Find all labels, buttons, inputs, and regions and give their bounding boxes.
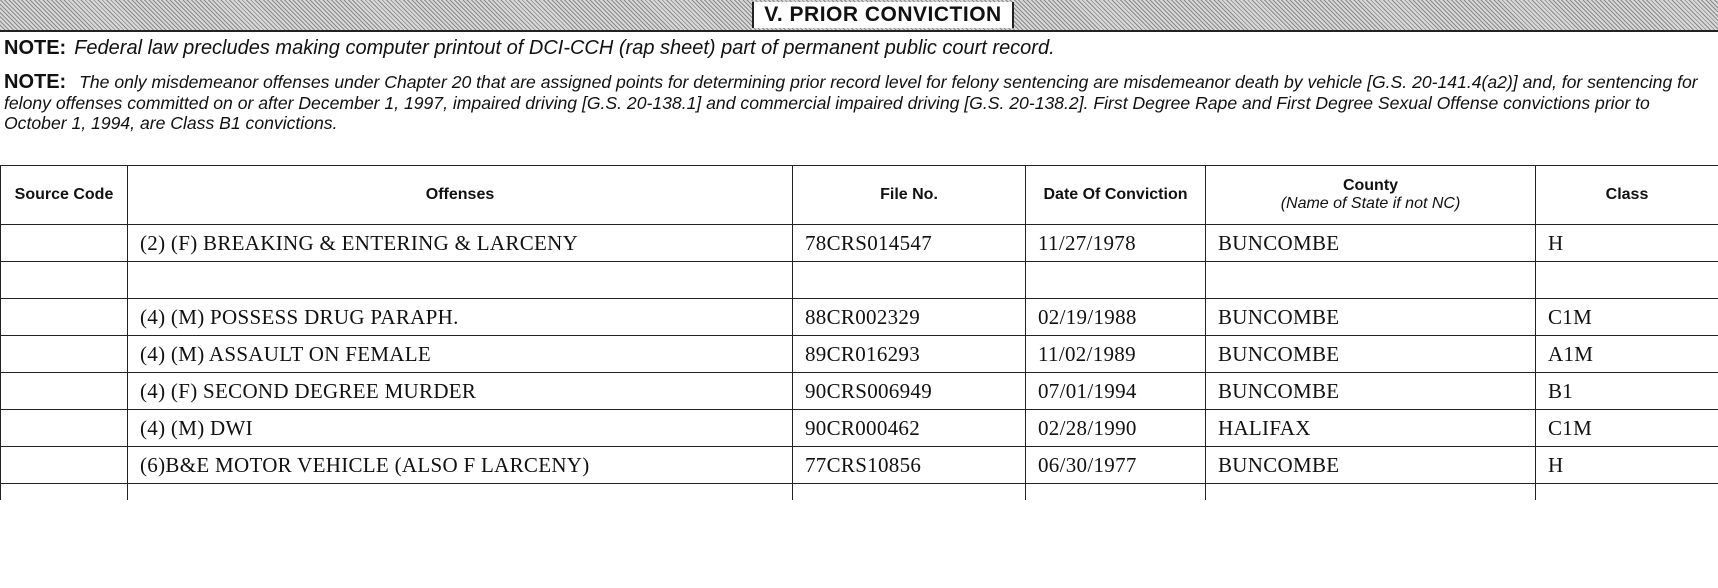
cell-file-no (793, 262, 1026, 299)
section-title: V. PRIOR CONVICTION (752, 2, 1014, 28)
cell-file-no: 90CRS006949 (793, 373, 1026, 410)
table-row (1, 447, 1718, 484)
cell-county (1206, 262, 1536, 299)
cell-file-no: 88CR002329 (793, 299, 1026, 336)
header-offenses: Offenses (128, 166, 793, 225)
cell-empty (1, 484, 128, 501)
cell-source-code (1, 262, 128, 299)
table-row (1, 336, 1718, 373)
cell-class: C1M (1536, 410, 1718, 447)
cell-county: BUNCOMBE (1206, 447, 1536, 484)
cell-source-code (1, 373, 128, 410)
cell-class: A1M (1536, 336, 1718, 373)
header-source-code: Source Code (1, 166, 128, 225)
cell-date: 02/28/1990 (1026, 410, 1206, 447)
header-class: Class (1536, 166, 1718, 225)
cell-offense: (4) (F) SECOND DEGREE MURDER (128, 373, 793, 410)
cell-date (1026, 262, 1206, 299)
cell-county: BUNCOMBE (1206, 225, 1536, 262)
cell-date: 07/01/1994 (1026, 373, 1206, 410)
header-date-of-conviction: Date Of Conviction (1026, 166, 1206, 225)
section-banner (0, 0, 1718, 32)
cell-file-no: 78CRS014547 (793, 225, 1026, 262)
cell-file-no: 90CR000462 (793, 410, 1026, 447)
cell-source-code (1, 299, 128, 336)
header-file-no: File No. (793, 166, 1026, 225)
cell-source-code (1, 447, 128, 484)
header-county-label: County (1342, 177, 1399, 194)
cell-offense: (4) (M) DWI (128, 410, 793, 447)
note-federal-law (4, 33, 1684, 63)
cell-class: C1M (1536, 299, 1718, 336)
header-county (1206, 166, 1536, 225)
cell-date: 02/19/1988 (1026, 299, 1206, 336)
cell-offense: (4) (M) ASSAULT ON FEMALE (128, 336, 793, 373)
cell-county: BUNCOMBE (1206, 373, 1536, 410)
note-text: Federal law precludes making computer printout of DCI-CCH (rap sheet) part of permanent public court record. (74, 37, 1055, 59)
cell-offense: (4) (M) POSSESS DRUG PARAPH. (128, 299, 793, 336)
cell-class: B1 (1536, 373, 1718, 410)
cell-empty (793, 484, 1026, 501)
cell-date: 11/27/1978 (1026, 225, 1206, 262)
cell-source-code (1, 410, 128, 447)
cell-file-no: 89CR016293 (793, 336, 1026, 373)
cell-offense: (6)B&E MOTOR VEHICLE (ALSO F LARCENY) (128, 447, 793, 484)
table-row-partial (1, 484, 1718, 501)
cell-county: BUNCOMBE (1206, 336, 1536, 373)
cell-county: HALIFAX (1206, 410, 1536, 447)
note-text: The only misdemeanor offenses under Chapter 20 that are assigned points for determining prior record level for felony sentencing are misdemeanor death by vehicle [G.S. 20-141.4(a2)] and, for sentencing for felony offenses committed on or after December 1, 1997, impaired driving [G.S. 20-138.1] and commercial impaired driving [G.S. 20-138.2]. First Degree Rape and First Degree Sexual Offense convictions prior to October 1, 1994, are Class B1 convictions. (4, 72, 1698, 133)
table-row (1, 410, 1718, 447)
table-header-row (1, 166, 1718, 225)
note-label: NOTE: (4, 71, 67, 93)
prior-conviction-table (0, 165, 1718, 500)
header-county-sub: (Name of State if not NC) (1280, 195, 1461, 212)
cell-county: BUNCOMBE (1206, 299, 1536, 336)
cell-offense (128, 262, 793, 299)
cell-source-code (1, 336, 128, 373)
cell-empty (1206, 484, 1536, 501)
cell-source-code (1, 225, 128, 262)
table-row (1, 262, 1718, 299)
table-row (1, 373, 1718, 410)
cell-empty (1026, 484, 1206, 501)
cell-empty (128, 484, 793, 501)
cell-class: H (1536, 225, 1718, 262)
note-misdemeanor-offenses (4, 72, 1704, 162)
cell-class: H (1536, 447, 1718, 484)
cell-date: 11/02/1989 (1026, 336, 1206, 373)
cell-offense: (2) (F) BREAKING & ENTERING & LARCENY (128, 225, 793, 262)
note-label: NOTE: (4, 37, 67, 59)
table-row (1, 225, 1718, 262)
cell-class (1536, 262, 1718, 299)
table-row (1, 299, 1718, 336)
cell-file-no: 77CRS10856 (793, 447, 1026, 484)
cell-date: 06/30/1977 (1026, 447, 1206, 484)
cell-empty (1536, 484, 1718, 501)
